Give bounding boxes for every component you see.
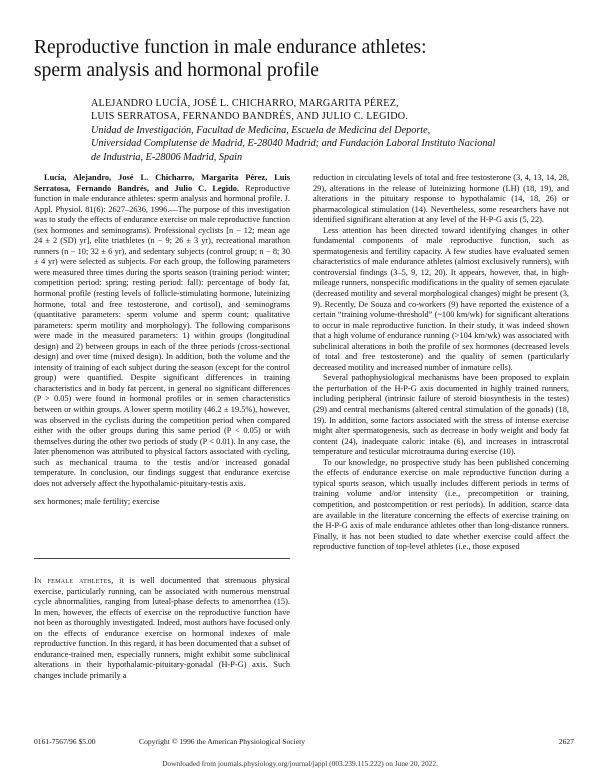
intro-lead-in: In female athletes, [34,576,114,585]
author-list [91,98,581,123]
authors-line-2: LUIS SERRATOSA, FERNANDO BANDRÉS, AND JULIO C. LEGIDO. [91,110,409,122]
body-paragraph-2: Less attention has been directed toward identifying changes in other fundamental components of male reproductive function, such as spermatogenesis and fertility capacity. A few studies have evaluated semen characteristics of male endurance athletes (almost exclusively runners), with controversial findings (3–5, 9, 12, 20). It appears, however, that, in high-mileage runners, nonspecific modifications in the quality of semen ejaculate (decreased motility and several morphological changes) might be present (3, 9). Recently, De Souza and co-workers (9) have reported the existence of a certain “training volume-threshold” (~100 km/wk) for significant alterations to occur in male reproductive function. In their study, it was indeed shown that a high volume of endurance running (>104 km/wk) was associated with subclinical alterations in both the profile of sex hormones (decreased levels of total and free testosterone) and the quality of semen (particularly decreased motility and increased number of inmature cells). [313,225,569,372]
affiliation-line-1: Unidad de Investigación, Facultad de Medicina, Escuela de Medicina del Deporte, [91,125,431,136]
keywords: sex hormones; male fertility; exercise [34,497,160,507]
affiliation-line-2: Universidad Complutense de Madrid, E-28040 Madrid; and Fundación Laboral Instituto Nacional [91,138,496,150]
intro-text: it is well documented that strenuous physical exercise, particularly running, can be associated with numerous menstrual cycle abnormalities, ranging from luteal-phase defects to amenorrhea (15). In men, however, the effects of exercise on the reproductive function have not been as thoroughly investigated. Indeed, most authors have focused only on the effects of endurance exercise on hormonal indexes of male reproductive function. In this regard, it has been documented that a subset of endurance-trained men, especially runners, might exhibit some subclinical alterations in their hypothalamic-pituitary-gonadal (H-P-G) axis. Such changes include primarily a [34,576,290,680]
right-column [313,173,569,553]
introduction [34,576,290,681]
body-paragraph-4: To our knowledge, no prospective study has been published concerning the effects of endurance exercise on male reproductive function during a typical sports season, which usually includes different periods in terms of training volume and/or intensity (i.e., precompetition or training, competition, and postcompetition or rest periods). In addition, scarce data are available in the literature concerning the effects of exercise training on the H-P-G axis of male endurance athletes other than long-distance runners. Finally, it has not been studied to date whether exercise could affect the reproductive function of top-level athletes (i.e., those exposed [313,457,569,552]
page-number: 2627 [558,737,574,746]
body-paragraph-1: reduction in circulating levels of total and free testosterone (3, 4, 13, 14, 28, 29), alterations in the release of luteinizing hormone (LH) (18, 19), and alterations in the pituitary response to hypothalamic (14, 18, 26) or pharmacological stimulation (14). Nevertheless, some researchers have not identified significant alteration at any level of the H-P-G axis (5, 22). [313,173,569,225]
article-title [34,36,574,82]
abstract [34,173,290,489]
affiliation-line-3: de Industria, E-28006 Madrid, Spain [91,151,243,163]
affiliation [91,124,581,164]
title-line-2: sperm analysis and hormonal profile [34,60,319,81]
issn-price: 0161-7567/96 $5.00 [34,737,96,746]
title-line-1: Reproductive function in male endurance athletes: [34,37,427,58]
authors-line-1: ALEJANDRO LUCÍA, JOSÉ L. CHICHARRO, MARGARITA PÉREZ, [91,98,399,109]
abstract-body: Reproductive function in male endurance athletes: sperm analysis and hormonal profile. J. Appl. Physiol. 81(6): 2627–2636, 1996.—The purpose of this investigation was to study the effects of endurance exercise on male reproductive function (sex hormones and seminograms). Professional cyclists [n − 12; mean age 24 ± 2 (SD) yr], elite triathletes (n − 9; 26 ± 3 yr), recreational marathon runners (n − 10; 32 ± 6 yr), and sedentary subjects (control group; n − 8; 30 ± 4 yr) were selected as subjects. For each group, the following parameters were measured three times during the sports season (training period: winter; competition period: spring; resting period: fall): percentage of body fat, hormonal profile (resting levels of follicle-stimulating hormone, luteinizing hormone, total and free testosterone, and cortisol), and seminograms (quantitative parameters: sperm volume and sperm count; qualitative parameters: sperm motility and morphology). The following comparisons were made in the measured parameters: 1) within groups (longitudinal design) and 2) between groups in each of the three periods (cross-sectional design) and over time (mixed design). In addition, both the volume and the intensity of training of each subject during the season (except for the control group) were quantified. Despite significant differences in training characteristics and in body fat percent, in general no significant differences (P > 0.05) were found in hormonal profiles or in semen characteristics between or within groups. A lower sperm motility (46.2 ± 19.5%), however, was observed in the cyclists during the competition period when compared either with the other groups during this same period (P < 0.05) or with themselves during the other two periods of study (P < 0.01). In any case, the later phenomenon was attributed to physical factors associated with cycling, such as mechanical trauma to the testis and/or increased gonadal temperature. In conclusion, our findings suggest that endurance exercise does not adversely affect the hypothalamic-pituitary-testis axis. [34,183,290,488]
download-notice: Downloaded from journals.physiology.org/journal/jappl (003.239.115.222) on June 20, 2022. [162,759,438,768]
section-divider [34,558,290,559]
body-paragraph-3: Several pathophysiological mechanisms have been proposed to explain the perturbation of the H-P-G axis documented in highly trained runners, including peripheral (intrinsic failure of steroid biosynthesis in the testes) (29) and central mechanisms (altered central stimulation of the gonads) (18, 19). In addition, some factors associated with the stress of intense exercise might alter spermatogenesis, such as decrease in body weight and body fat content (24), inadequate caloric intake (6), and increases in intrascrotal temperature and testicular microtrauma during exercise (10). [313,373,569,457]
copyright: Copyright © 1996 the American Physiological Society [139,737,306,746]
intro-paragraph-1 [34,576,290,681]
abstract-column [34,173,290,508]
abstract-citation-authors: Lucía, Alejandro, José L. Chicharro, Margarita Pérez, Luis Serratosa, Fernando Bandrés, and Julio C. Legido. [34,173,290,193]
